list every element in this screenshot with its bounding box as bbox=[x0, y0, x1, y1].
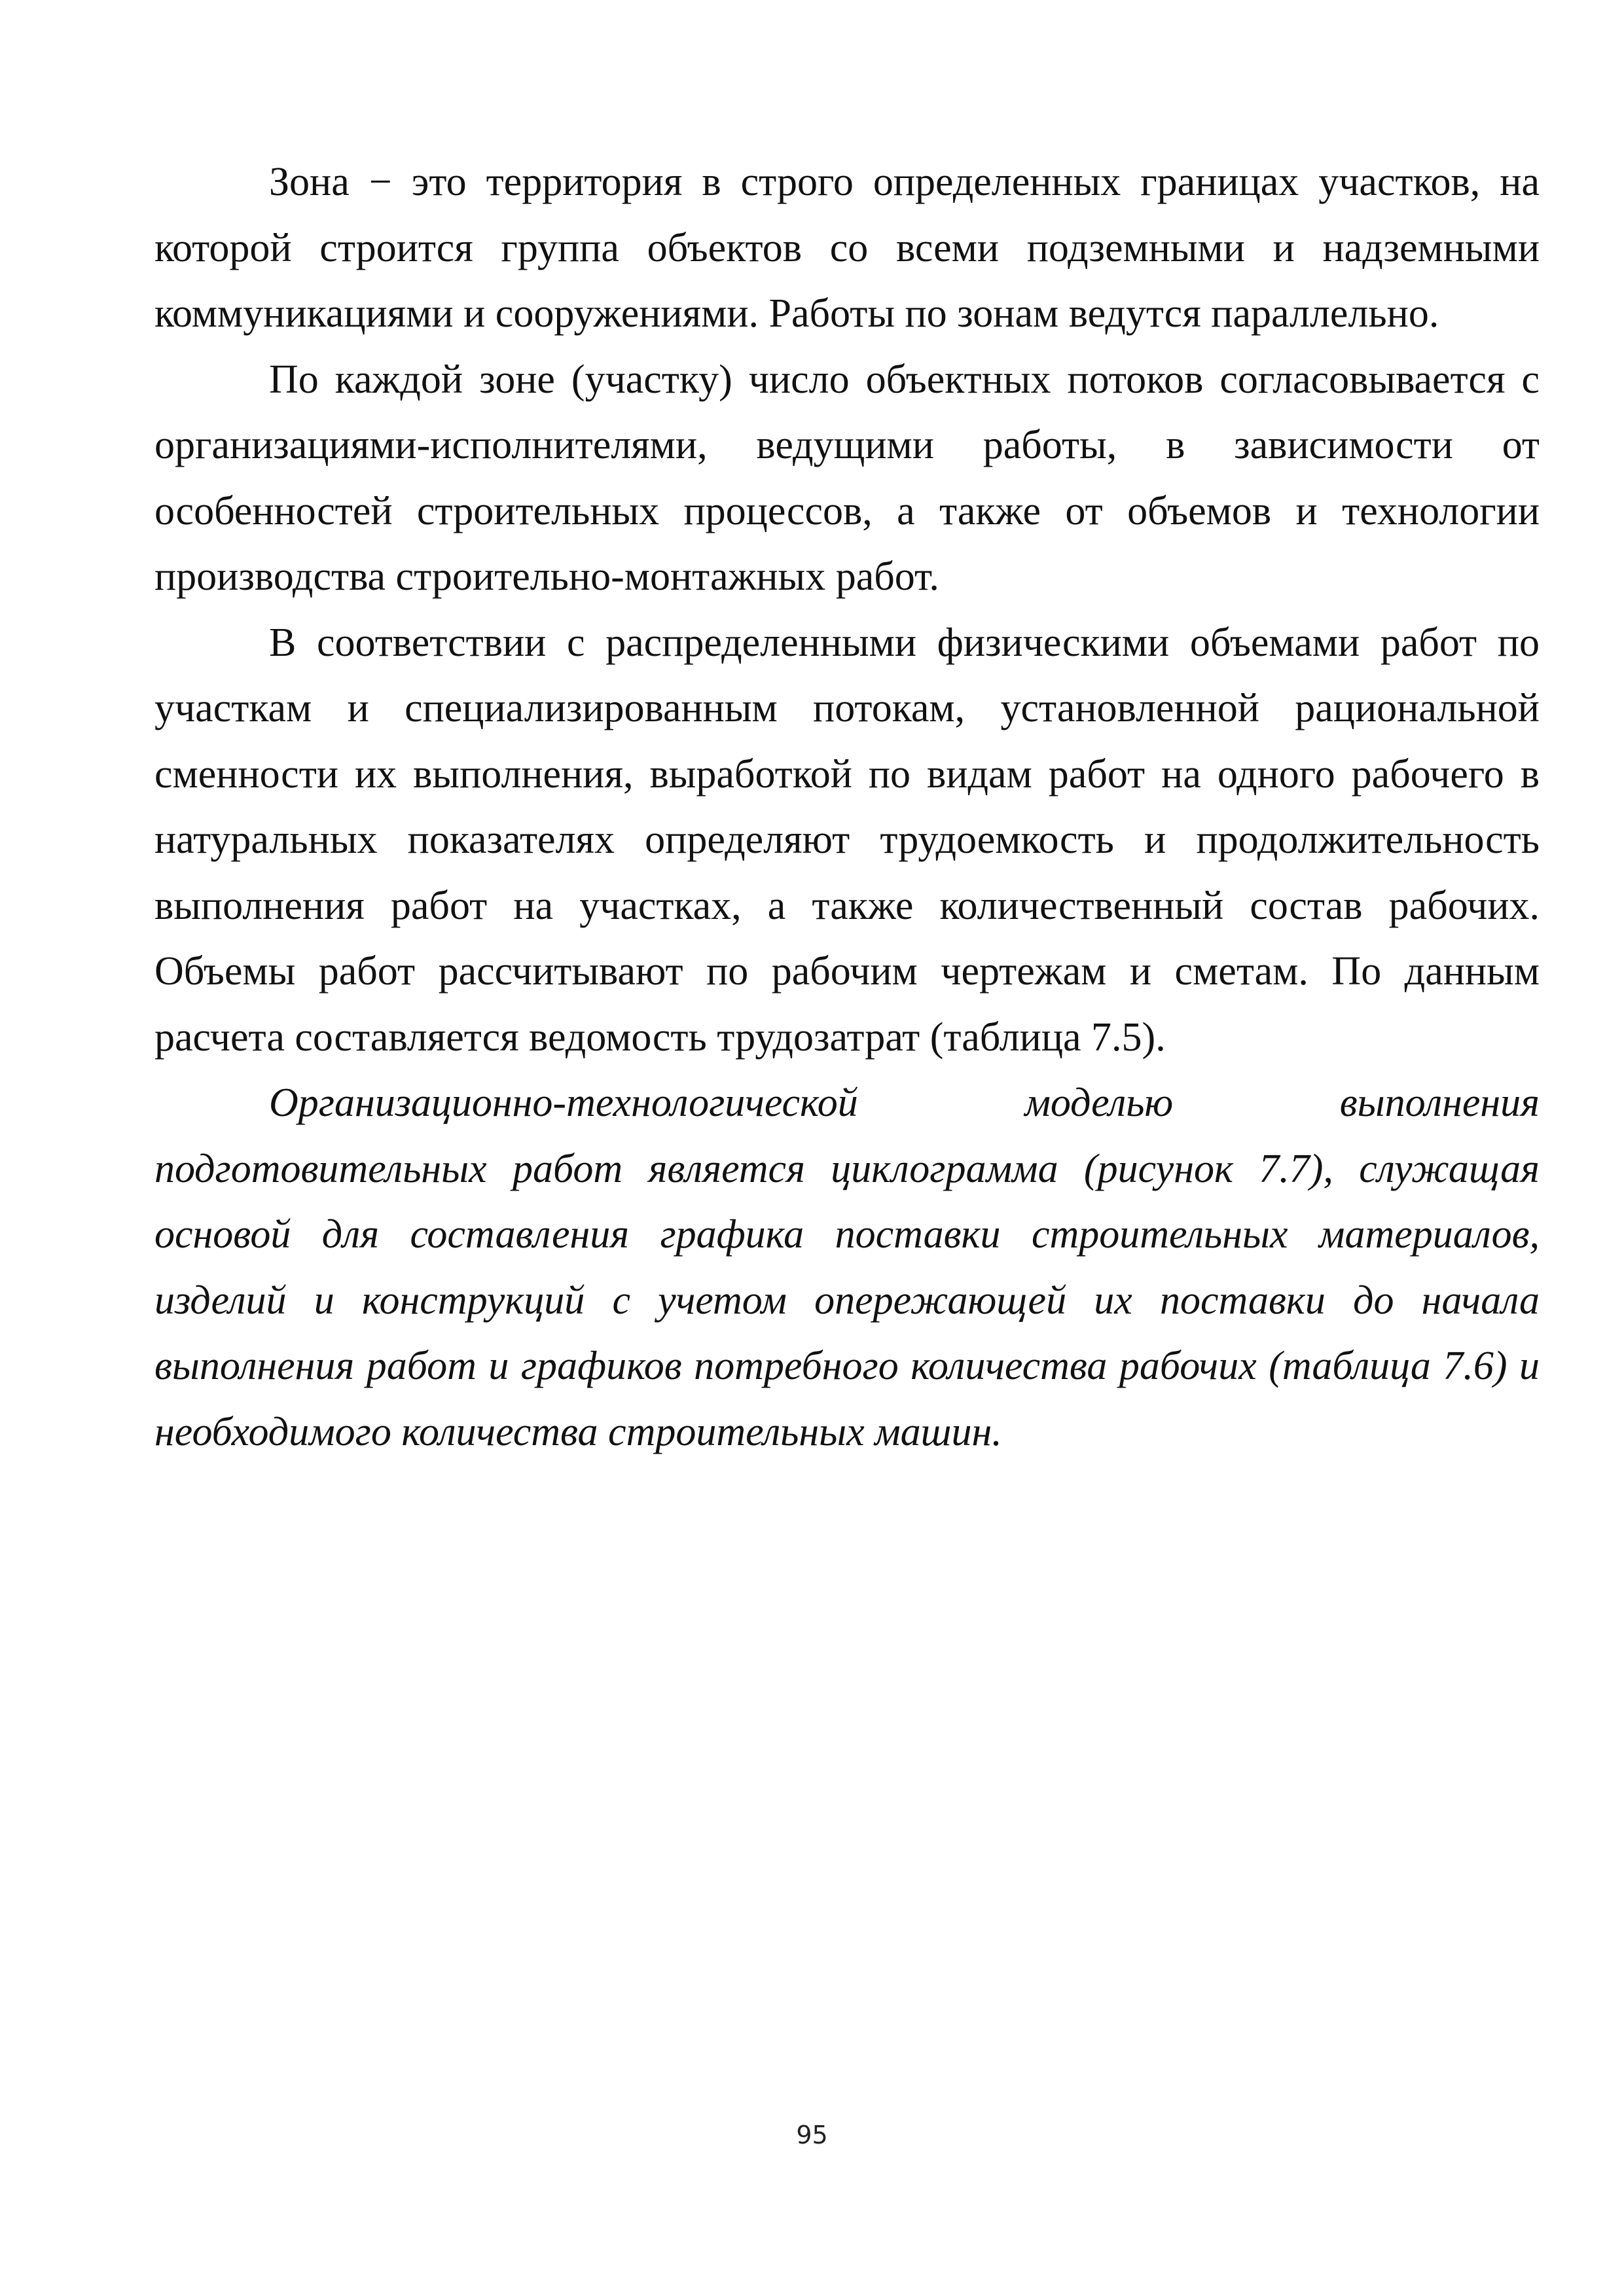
page-number: 95 bbox=[796, 2121, 828, 2149]
paragraph-labor-intensity: В соответствии с распределенными физическими объемами работ по участкам и специализированным потокам, установленной рациональной сменности их выполнения, выработкой по видам работ на одного рабочего в натуральных показателях определяют трудоемкость и продолжительность выполнения работ на участках, а также количественный состав рабочих. Объемы работ рассчитывают по рабочим чертежам и сметам. По данным расчета составляется ведомость трудозатрат (таблица 7.5). bbox=[154, 620, 1540, 1060]
body-text bbox=[154, 149, 1540, 1465]
paragraph-cyclogram-model: Организационно-технологической моделью выполнения подготовительных работ является циклограмма (рисунок 7.7), служащая основой для составления графика поставки строительных материалов, изделий и конструкций с учетом опережающей их поставки до начала выполнения работ и графиков потребного количества рабочих (таблица 7.6) и необходимого количества строительных машин. bbox=[154, 1081, 1540, 1454]
paragraph-object-flows: По каждой зоне (участку) число объектных потоков согласовывается с организациями-исполнителями, ведущими работы, в зависимости от особенностей строительных процессов, а также от объемов и технологии производства строительно-монтажных работ. bbox=[154, 357, 1540, 599]
paragraph-zone-definition: Зона − это территория в строго определенных границах участков, на которой строится группа объектов со всеми подземными и надземными коммуникациями и сооружениями. Работы по зонам ведутся параллельно. bbox=[154, 160, 1540, 336]
